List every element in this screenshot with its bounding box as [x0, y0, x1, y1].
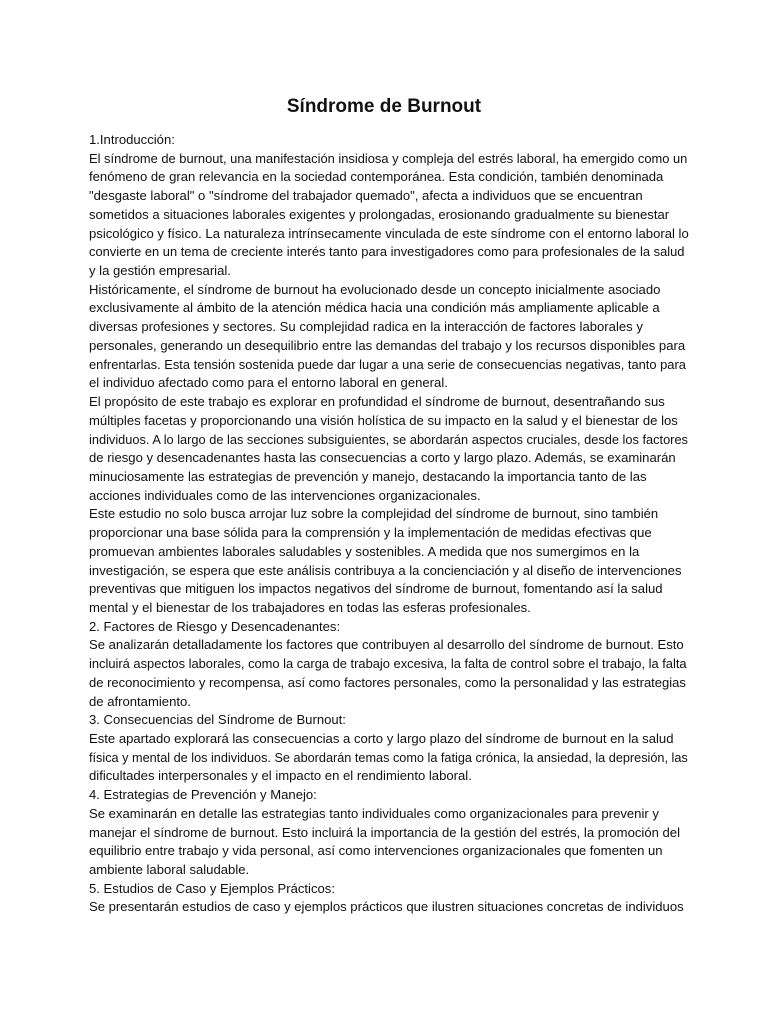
- text-line: 5. Estudios de Caso y Ejemplos Prácticos:: [89, 880, 335, 896]
- text-line: fenómeno de gran relevancia en la sociedad contemporánea. Esta condición, también denominada: [89, 169, 664, 185]
- text-line: Históricamente, el síndrome de burnout ha evolucionado desde un concepto inicialmente asociado: [89, 281, 661, 297]
- text-line: Este apartado explorará las consecuencias a corto y largo plazo del síndrome de burnout en la salud: [89, 731, 674, 746]
- text-line: minuciosamente las estrategias de prevención y manejo, destacando la importancia tanto de las: [89, 468, 647, 484]
- text-line: Se analizarán detalladamente los factores que contribuyen al desarrollo del síndrome de burnout. Esto: [89, 637, 684, 653]
- text-line: 3. Consecuencias del Síndrome de Burnout:: [89, 712, 346, 728]
- text-line: y la gestión empresarial.: [89, 263, 231, 279]
- text-line: 1.Introducción:: [89, 132, 175, 147]
- text-line: ambiente laboral saludable.: [89, 862, 250, 878]
- text-line: mental y el bienestar de los trabajadores en todas las esferas profesionales.: [89, 599, 531, 615]
- text-line: convierte en un tema de creciente interés tanto para investigadores como para profesionales de la salud: [89, 244, 685, 260]
- text-line: acciones individuales como de las intervenciones organizacionales.: [89, 487, 481, 503]
- page-title: Síndrome de Burnout: [286, 96, 482, 117]
- text-line: incluirá aspectos laborales, como la carga de trabajo excesiva, la falta de control sobre el trabajo, la falta: [89, 656, 687, 672]
- document-body: [89, 131, 689, 917]
- text-line: El síndrome de burnout, una manifestación insidiosa y compleja del estrés laboral, ha emergido como un: [89, 150, 688, 166]
- text-line: Se presentarán estudios de caso y ejemplos prácticos que ilustren situaciones concretas de individuos: [89, 899, 684, 915]
- text-line: equilibrio entre trabajo y vida personal, así como intervenciones organizacionales que fomenten un: [89, 843, 663, 859]
- text-line: dificultades interpersonales y el impacto en el rendimiento laboral.: [89, 768, 472, 784]
- text-line: diversas profesiones y sectores. Su complejidad radica en la interacción de factores laborales y: [89, 319, 643, 335]
- text-line: exclusivamente al ámbito de la atención médica hacia una condición más ampliamente aplicable a: [89, 300, 660, 316]
- text-line: Se examinarán en detalle las estrategias tanto individuales como organizacionales para prevenir y: [89, 805, 659, 821]
- text-line: individuos. A lo largo de las secciones subsiguientes, se abordarán aspectos cruciales, desde los factores: [89, 431, 688, 447]
- text-line: el individuo afectado como para el entorno laboral en general.: [89, 375, 448, 391]
- text-line: múltiples facetas y proporcionando una visión holística de su impacto en la salud y el bienestar de los: [89, 412, 678, 428]
- text-line: promuevan ambientes laborales saludables y sostenibles. A medida que nos sumergimos en la: [89, 543, 640, 559]
- text-line: El propósito de este trabajo es explorar en profundidad el síndrome de burnout, desentrañando sus: [89, 394, 665, 410]
- text-line: 2. Factores de Riesgo y Desencadenantes:: [89, 618, 341, 634]
- text-line: enfrentarlas. Esta tensión sostenida puede dar lugar a una serie de consecuencias negativas, tanto para: [89, 356, 686, 372]
- text-line: investigación, se espera que este análisis contribuya a la concienciación y al diseño de intervenciones: [89, 562, 682, 578]
- text-line: personales, generando un desequilibrio entre las demandas del trabajo y los recursos disponibles para: [89, 337, 686, 353]
- text-line: proporcionar una base sólida para la comprensión y la implementación de medidas efectivas que: [89, 525, 652, 541]
- text-line: de afrontamiento.: [89, 693, 191, 709]
- text-line: sometidos a situaciones laborales exigentes y prolongadas, erosionando gradualmente su bienestar: [89, 206, 670, 222]
- text-line: de riesgo y desencadenantes hasta las consecuencias a corto y largo plazo. Además, se examinarán: [89, 450, 676, 466]
- text-line: psicológico y físico. La naturaleza intrínsecamente vinculada de este síndrome con el entorno laboral lo: [89, 225, 689, 241]
- text-line: 4. Estrategias de Prevención y Manejo:: [89, 787, 317, 803]
- text-line: de reconocimiento y recompensa, así como factores personales, como la personalidad y las estrategias: [89, 674, 686, 690]
- text-line: manejar el síndrome de burnout. Esto incluirá la importancia de la gestión del estrés, la promoción del: [89, 824, 680, 840]
- text-line: preventivas que mitiguen los impactos negativos del síndrome de burnout, fomentando así la salud: [89, 581, 663, 597]
- text-line: física y mental de los individuos. Se abordarán temas como la fatiga crónica, la ansiedad, la depresión, las: [89, 750, 688, 765]
- text-line: Este estudio no solo busca arrojar luz sobre la complejidad del síndrome de burnout, sino también: [89, 506, 659, 522]
- text-line: "desgaste laboral" o "síndrome del trabajador quemado", afecta a individuos que se encuentran: [89, 188, 643, 204]
